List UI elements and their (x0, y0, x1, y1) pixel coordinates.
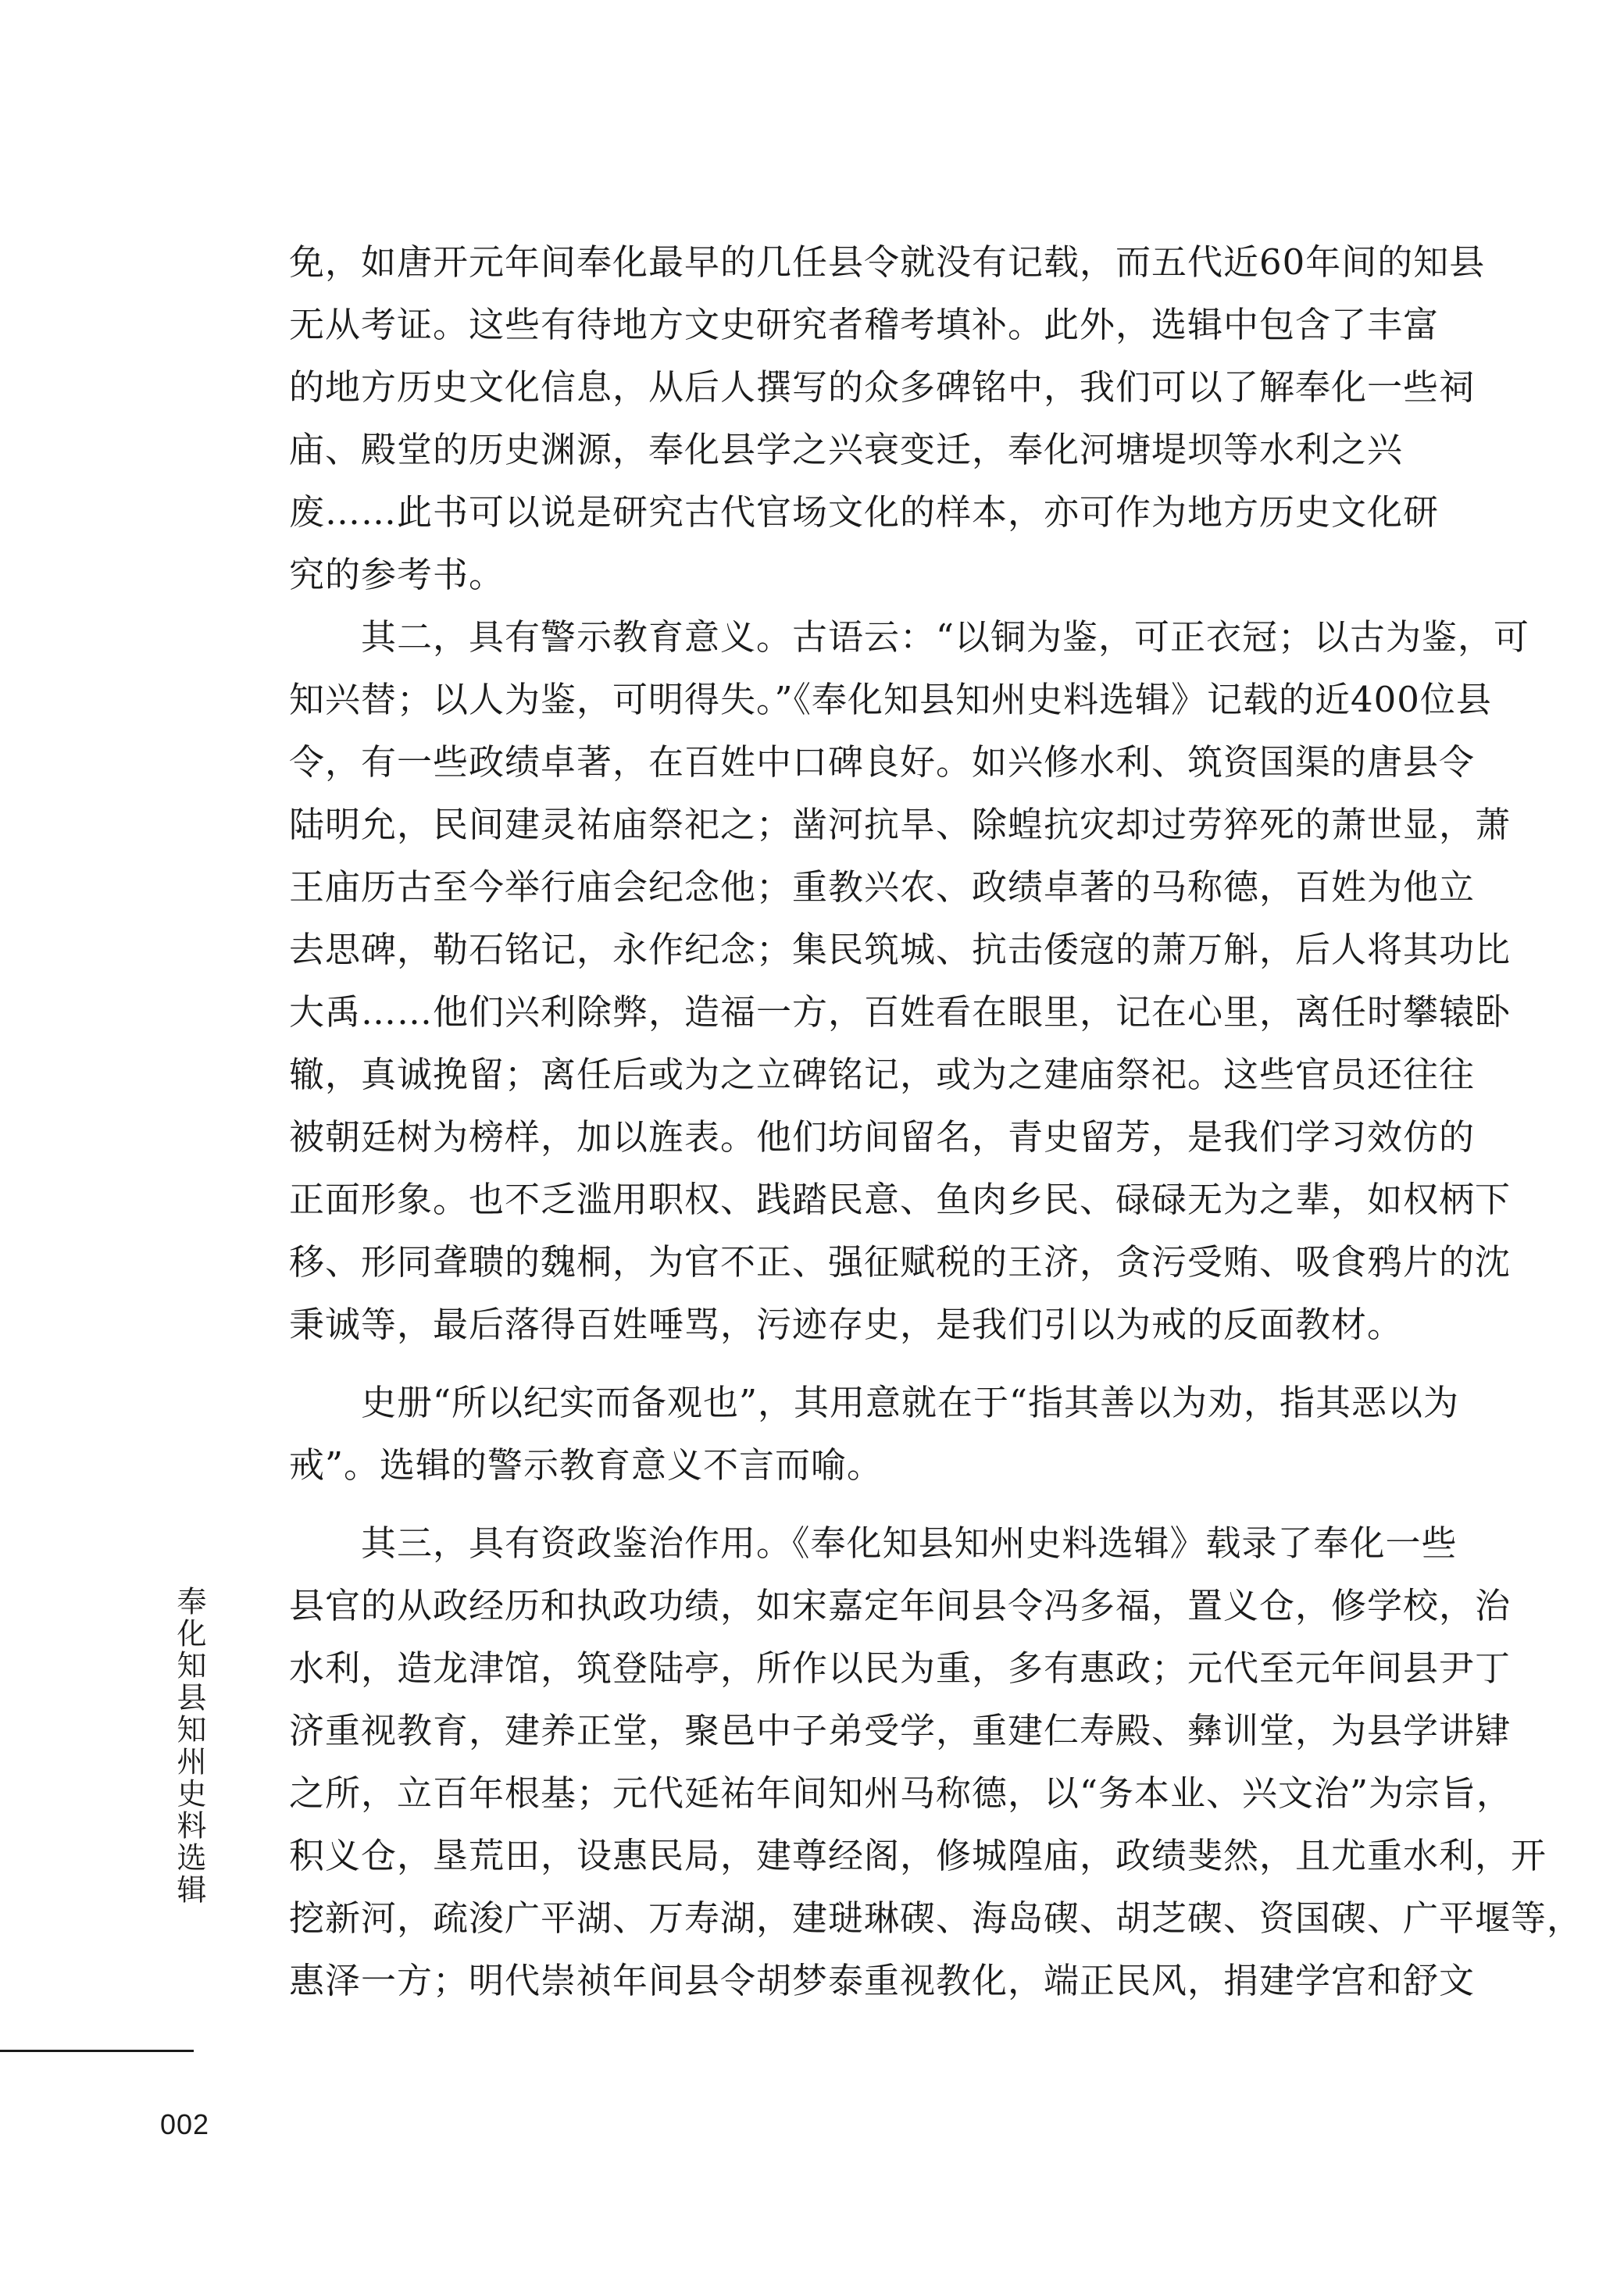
body-line: 之所，立百年根基；元代延祐年间知州马称德，以“务本业、兴文治”为宗旨， (289, 1772, 1513, 1814)
body-line: 移、形同聋聩的魏桐，为官不正、强征赋税的王济，贪污受贿、吸食鸦片的沈 (289, 1241, 1512, 1283)
body-line: 秉诚等，最后落得百姓唾骂，污迹存史，是我们引以为戒的反面教材。 (289, 1304, 1404, 1345)
body-line: 大禹……他们兴利除弊，造福一方，百姓看在眼里，记在心里，离任时攀辕卧 (289, 991, 1512, 1033)
body-line: 其三，具有资政鉴治作用。《奉化知县知州史料选辑》载录了奉化一些 (289, 1522, 1458, 1564)
page-number: 002 (160, 2108, 210, 2140)
body-line: 无从考证。这些有待地方文史研究者稽考填补。此外，选辑中包含了丰富 (289, 304, 1440, 345)
body-line: 水利，造龙津馆，筑登陆亭，所作以民为重，多有惠政；元代至元年间县尹丁 (289, 1647, 1512, 1689)
body-line: 知兴替；以人为鉴，可明得失。”《奉化知县知州史料选辑》记载的近400位县 (289, 679, 1492, 720)
body-line: 正面形象。也不乏滥用职权、践踏民意、鱼肉乡民、碌碌无为之辈，如权柄下 (289, 1179, 1512, 1220)
body-line: 积义仓，垦荒田，设惠民局，建尊经阁，修城隍庙，政绩斐然，且尤重水利，开 (289, 1835, 1547, 1876)
body-line: 去思碑，勒石铭记，永作纪念；集民筑城、抗击倭寇的萧万斛，后人将其功比 (289, 929, 1512, 970)
body-line: 史册“所以纪实而备观也”，其用意就在于“指其善以为劝，指其恶以为 (289, 1382, 1460, 1423)
running-title: 奉化知县知州史料选辑 (172, 1586, 206, 1906)
body-line: 究的参考书。 (289, 554, 505, 595)
body-line: 辙，真诚挽留；离任后或为之立碑铭记，或为之建庙祭祀。这些官员还往往 (289, 1054, 1476, 1095)
body-line: 惠泽一方；明代崇祯年间县令胡梦泰重视教化，端正民风，捐建学宫和舒文 (289, 1960, 1476, 2001)
body-line: 挖新河，疏浚广平湖、万寿湖，建琎琳碶、海岛碶、胡芝碶、资国碶、广平堰等， (289, 1897, 1583, 1939)
body-line: 县官的从政经历和执政功绩，如宋嘉定年间县令冯多福，置义仓，修学校，治 (289, 1585, 1512, 1626)
body-line: 戒”。选辑的警示教育意义不言而喻。 (289, 1444, 883, 1486)
divider (0, 2050, 194, 2052)
body-line: 被朝廷树为榜样，加以旌表。他们坊间留名，青史留芳，是我们学习效仿的 (289, 1116, 1476, 1158)
body-line: 的地方历史文化信息，从后人撰写的众多碑铭中，我们可以了解奉化一些祠 (289, 366, 1476, 408)
body-line: 陆明允，民间建灵祐庙祭祀之；凿河抗旱、除蝗抗灾却过劳猝死的萧世显，萧 (289, 804, 1512, 845)
body-line: 令，有一些政绩卓著，在百姓中口碑良好。如兴修水利、筑资国渠的唐县令 (289, 741, 1476, 783)
body-line: 废……此书可以说是研究古代官场文化的样本，亦可作为地方历史文化研 (289, 491, 1440, 533)
body-line: 庙、殿堂的历史渊源，奉化县学之兴衰变迁，奉化河塘堤坝等水利之兴 (289, 429, 1404, 470)
body-line: 王庙历古至今举行庙会纪念他；重教兴农、政绩卓著的马称德，百姓为他立 (289, 866, 1476, 908)
body-line: 其二，具有警示教育意义。古语云：“以铜为鉴，可正衣冠；以古为鉴，可 (289, 616, 1530, 658)
body-line: 济重视教育，建养正堂，聚邑中子弟受学，重建仁寿殿、彝训堂，为县学讲肄 (289, 1710, 1512, 1751)
body-line: 免，如唐开元年间奉化最早的几任县令就没有记载，而五代近60年间的知县 (289, 241, 1486, 283)
